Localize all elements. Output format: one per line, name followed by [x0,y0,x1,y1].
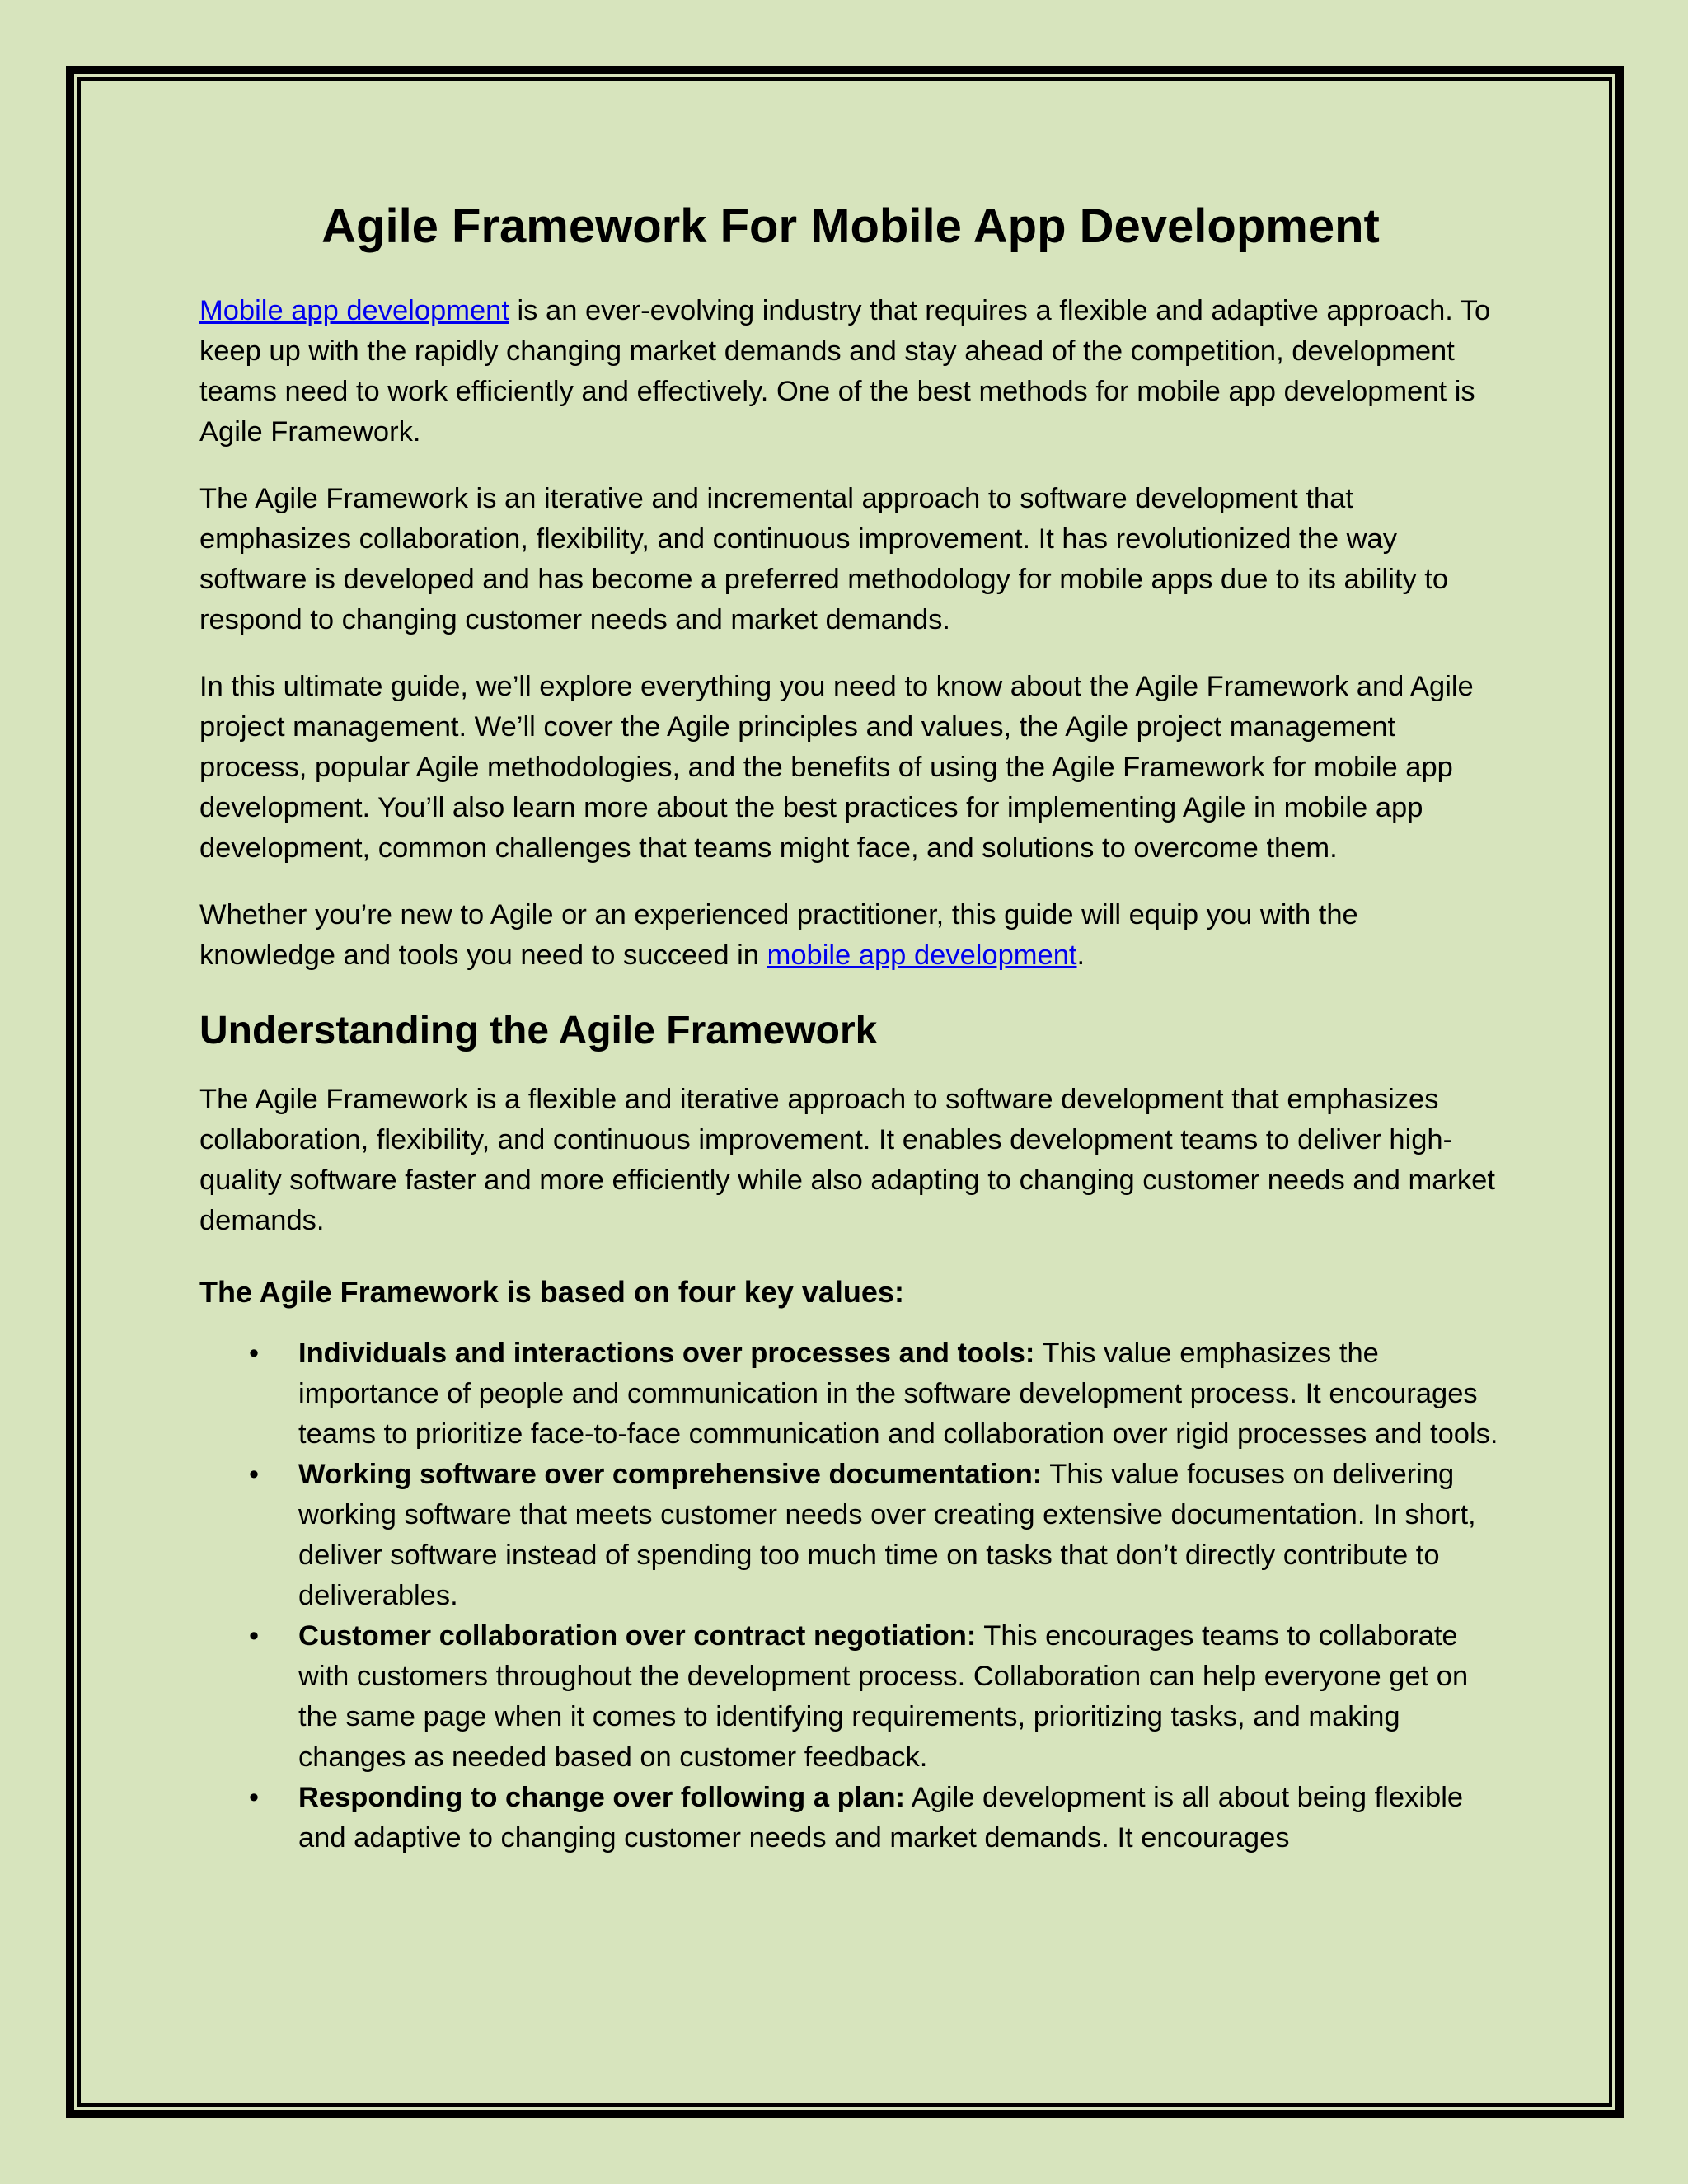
mobile-app-development-link-2[interactable]: mobile app development [767,940,1077,971]
section-paragraph: The Agile Framework is a flexible and iterative approach to software development that emphasizes collaboration, flexibility, and continuous improvement. It enables development teams to deliver high-quality software faster and more efficiently while also adapting to changing customer needs and market demands. [199,1084,1495,1236]
value-text: Agile development is all about being flexible and adaptive to changing customer needs and market demands. It encourages [298,1782,1464,1854]
intro-paragraph-1 [199,291,1502,452]
mobile-app-development-link-1[interactable]: Mobile app development [199,295,509,326]
list-item [199,1333,1502,1455]
section-heading: Understanding the Agile Framework [199,1009,878,1052]
value-title: Responding to change over following a plan: [298,1782,906,1813]
value-text: This value emphasizes the importance of people and communication in the software development process. It encourages teams to prioritize face-to-face communication and collaboration over rigid processes and tools. [298,1338,1498,1450]
values-list [199,1333,1502,1858]
document-content [199,194,1502,1858]
value-text: This value focuses on delivering working software that meets customer needs over creating extensive documentation. In short, deliver software instead of spending too much time on tasks that don’t directly contribute to deliverables. [298,1459,1476,1611]
value-title: Individuals and interactions over processes and tools: [298,1338,1035,1369]
bullet-icon: • [249,1782,260,1813]
bullet-icon: • [249,1459,260,1490]
values-subheading: The Agile Framework is based on four key values: [199,1275,904,1309]
page-title: Agile Framework For Mobile App Development [321,199,1380,253]
intro-paragraph-4 [199,895,1502,976]
list-item [199,1778,1502,1858]
list-item [199,1616,1502,1778]
intro-paragraph-4-end: . [1076,940,1085,971]
intro-paragraph-2: The Agile Framework is an iterative and incremental approach to software development that emphasizes collaboration, flexibility, and continuous improvement. It has revolutionized the way software is developed and has become a preferred methodology for mobile apps due to its ability to respond to changing customer needs and market demands. [199,483,1449,635]
intro-paragraph-1-text: is an ever-evolving industry that requires a flexible and adaptive approach. To keep up with the rapidly changing market demands and stay ahead of the competition, development teams need to work efficiently and effectively. One of the best methods for mobile app development is Agile Framework. [199,295,1491,448]
value-title: Customer collaboration over contract negotiation: [298,1620,977,1652]
value-title: Working software over comprehensive documentation: [298,1459,1043,1490]
intro-paragraph-4-text: Whether you’re new to Agile or an experienced practitioner, this guide will equip you with the knowledge and tools you need to succeed in [199,899,1358,971]
bullet-icon: • [249,1620,260,1652]
list-item [199,1455,1502,1616]
intro-paragraph-3: In this ultimate guide, we’ll explore everything you need to know about the Agile Framework and Agile project management. We’ll cover the Agile principles and values, the Agile project management process, popular Agile methodologies, and the benefits of using the Agile Framework for mobile app development. You’ll also learn more about the best practices for implementing Agile in mobile app development, common challenges that teams might face, and solutions to overcome them. [199,671,1474,864]
bullet-icon: • [249,1338,260,1369]
value-text: This encourages teams to collaborate with customers throughout the development process. Collaboration can help everyone get on the same page when it comes to identifying requirements, prioritizing tasks, and making changes as needed based on customer feedback. [298,1620,1469,1773]
